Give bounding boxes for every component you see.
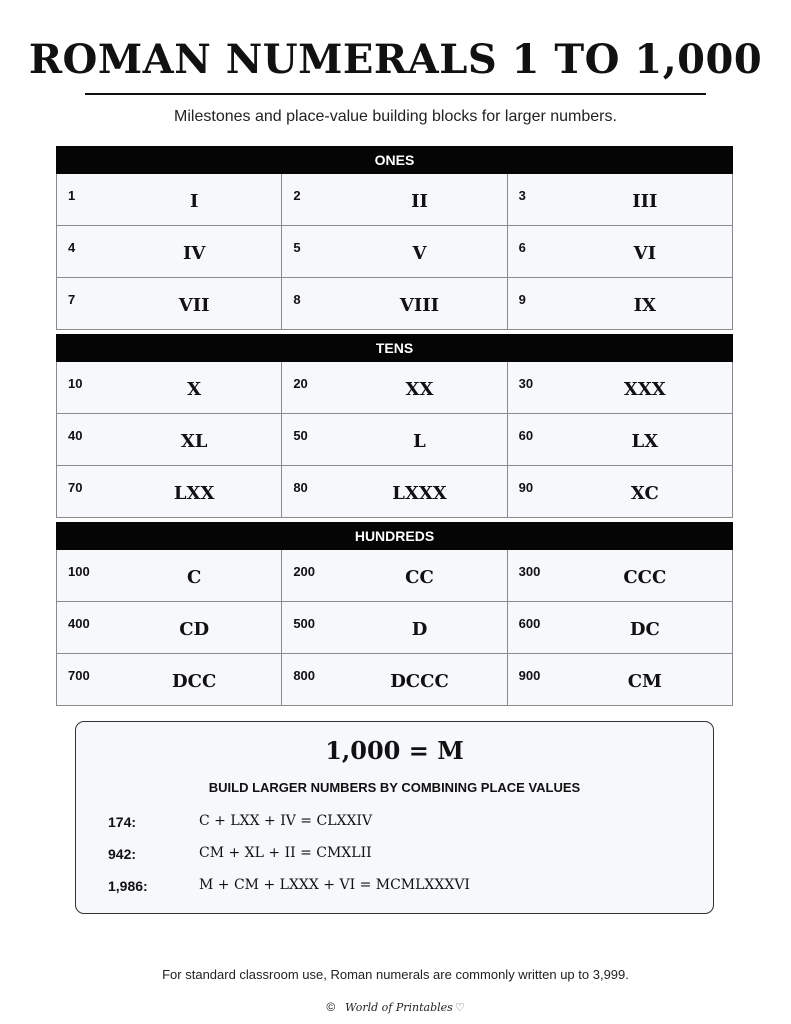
numeral-cell: [507, 466, 732, 517]
numeral-cell: [507, 654, 732, 705]
arabic-number: 100: [68, 564, 90, 579]
arabic-number: 8: [293, 292, 301, 307]
section-heading: ONES: [56, 146, 733, 174]
example-expression: M + CM + LXXX + VI = MCMLXXXVI: [199, 877, 470, 893]
roman-numeral: CCC: [623, 567, 667, 588]
roman-numeral: III: [632, 191, 658, 212]
roman-numeral: LX: [631, 431, 659, 452]
roman-numeral: CM: [627, 671, 662, 692]
table-row: [57, 601, 732, 653]
example-expression: CM + XL + II = CMXLII: [199, 845, 372, 861]
roman-numeral: VI: [633, 243, 657, 264]
roman-numeral: II: [411, 191, 428, 212]
roman-numeral: XX: [405, 379, 434, 400]
roman-numeral: XL: [180, 431, 208, 452]
arabic-number: 9: [518, 292, 526, 307]
numeral-cell: [281, 550, 506, 601]
numeral-cell: [507, 550, 732, 601]
page-subtitle: Milestones and place-value building blocks for larger numbers.: [174, 108, 617, 125]
title-divider: [85, 93, 706, 95]
arabic-number: 900: [518, 668, 541, 683]
numeral-cell: [57, 362, 281, 413]
combining-heading: BUILD LARGER NUMBERS BY COMBINING PLACE VALUES: [208, 780, 581, 795]
example-number: 1,986:: [108, 878, 148, 894]
numeral-cell: [57, 466, 281, 517]
numeral-cell: [507, 226, 732, 277]
section-heading: HUNDREDS: [56, 522, 733, 550]
arabic-number: 6: [518, 240, 526, 255]
arabic-number: 7: [68, 292, 76, 307]
table-row: [57, 362, 732, 413]
example-row: [76, 844, 713, 864]
roman-numeral: VII: [178, 295, 210, 316]
example-number: 942:: [108, 846, 137, 862]
roman-numeral: X: [187, 379, 202, 400]
roman-numeral: CD: [179, 619, 210, 640]
section-tens: [56, 334, 733, 518]
arabic-number: 80: [293, 480, 308, 495]
example-row: [76, 876, 713, 896]
numeral-cell: [281, 278, 506, 329]
numeral-cell: [57, 174, 281, 225]
numeral-grid: [56, 174, 733, 330]
arabic-number: 40: [68, 428, 83, 443]
thousand-box: [75, 721, 714, 914]
roman-numeral: I: [189, 191, 199, 212]
numeral-cell: [281, 466, 506, 517]
section-hundreds: [56, 522, 733, 706]
table-row: [57, 413, 732, 465]
thousand-equation: 1,000 = M: [325, 736, 464, 765]
roman-numeral: DCC: [172, 671, 217, 692]
numeral-cell: [507, 414, 732, 465]
arabic-number: 70: [68, 480, 83, 495]
roman-numeral: LXXX: [392, 483, 447, 504]
arabic-number: 500: [293, 616, 316, 631]
numeral-cell: [281, 654, 506, 705]
arabic-number: 600: [518, 616, 541, 631]
numeral-cell: [507, 602, 732, 653]
numeral-grid: [56, 362, 733, 518]
arabic-number: 90: [518, 480, 534, 495]
numeral-cell: [57, 654, 281, 705]
roman-numeral: DCCC: [390, 671, 449, 692]
arabic-number: 200: [293, 564, 316, 579]
roman-numeral: LXX: [173, 483, 215, 504]
numeral-cell: [57, 602, 281, 653]
roman-numeral: CC: [405, 567, 434, 588]
arabic-number: 800: [293, 668, 316, 683]
heart-icon: ♡: [454, 1002, 465, 1014]
roman-numeral: IX: [633, 295, 657, 316]
numeral-cell: [281, 362, 506, 413]
arabic-number: 1: [68, 188, 76, 203]
roman-numeral: L: [413, 431, 426, 452]
arabic-number: 700: [68, 668, 90, 683]
table-row: [57, 174, 732, 225]
arabic-number: 3: [518, 188, 526, 203]
table-row: [57, 277, 732, 329]
table-row: [57, 653, 732, 705]
numeral-cell: [507, 174, 732, 225]
arabic-number: 50: [293, 428, 308, 443]
page-title: ROMAN NUMERALS 1 TO 1,000: [28, 36, 763, 83]
numeral-cell: [281, 602, 506, 653]
arabic-number: 300: [518, 564, 541, 579]
footer-note: For standard classroom use, Roman numerals are commonly written up to 3,999.: [162, 967, 629, 982]
brand-name: World of Printables: [345, 1001, 453, 1014]
table-row: [57, 550, 732, 601]
numeral-cell: [57, 550, 281, 601]
roman-numeral: V: [412, 243, 427, 264]
numeral-cell: [507, 362, 732, 413]
brand-credit: [0, 1000, 791, 1014]
section-heading: TENS: [56, 334, 733, 362]
example-expression: C + LXX + IV = CLXXIV: [199, 813, 373, 829]
numeral-cell: [57, 414, 281, 465]
numeral-cell: [281, 174, 506, 225]
arabic-number: 4: [68, 240, 76, 255]
table-row: [57, 225, 732, 277]
arabic-number: 10: [68, 376, 83, 391]
arabic-number: 30: [518, 376, 534, 391]
arabic-number: 60: [518, 428, 534, 443]
arabic-number: 2: [293, 188, 301, 203]
table-row: [57, 465, 732, 517]
example-row: [76, 812, 713, 832]
copyright-icon: ©: [326, 1000, 336, 1014]
numeral-grid: [56, 550, 733, 706]
numeral-cell: [281, 414, 506, 465]
roman-numeral: XXX: [623, 379, 666, 400]
roman-numeral: IV: [182, 243, 206, 264]
numeral-cell: [507, 278, 732, 329]
roman-numeral: D: [411, 619, 428, 640]
roman-numeral: DC: [629, 619, 660, 640]
numeral-cell: [57, 226, 281, 277]
arabic-number: 5: [293, 240, 301, 255]
roman-numeral: XC: [630, 483, 659, 504]
roman-numeral: C: [187, 567, 202, 588]
numeral-cell: [57, 278, 281, 329]
section-ones: [56, 146, 733, 330]
example-number: 174:: [108, 814, 137, 830]
roman-numeral: VIII: [399, 295, 440, 316]
arabic-number: 400: [68, 616, 90, 631]
arabic-number: 20: [293, 376, 308, 391]
numeral-cell: [281, 226, 506, 277]
